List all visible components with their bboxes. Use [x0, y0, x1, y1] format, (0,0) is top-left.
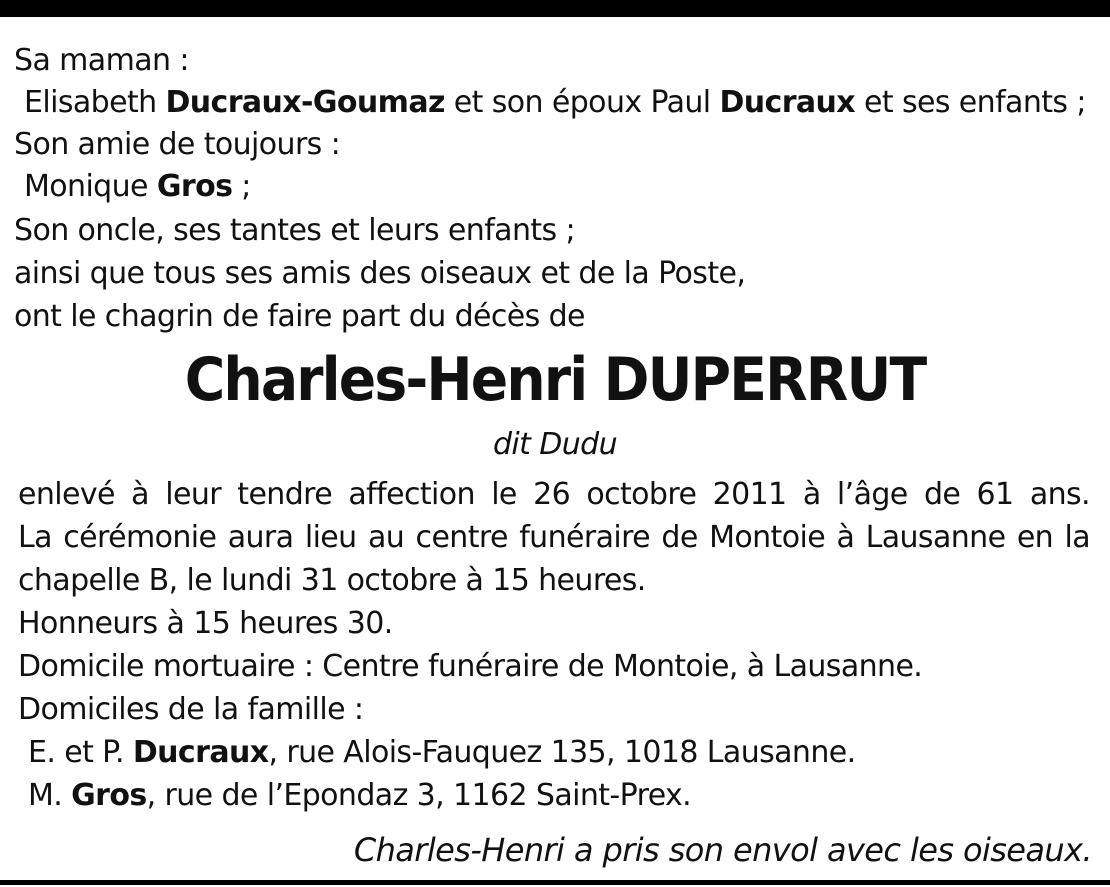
honours-line: Honneurs à 15 heures 30. [18, 606, 393, 641]
details-line-2: La cérémonie aura lieu au centre funéraire de Montoie à Lausanne en la [18, 520, 1090, 555]
mother-surname: Ducraux-Goumaz [165, 85, 445, 120]
friend-line [24, 166, 251, 208]
relatives-line: Son oncle, ses tantes et leurs enfants ; [14, 213, 576, 248]
address-1-prefix: E. et P. [28, 735, 133, 770]
announcement-line: ont le chagrin de faire part du décès de [14, 299, 585, 334]
address-line-1 [28, 732, 856, 774]
top-rule [0, 0, 1110, 17]
bottom-rule [0, 880, 1110, 885]
mother-heading: Sa maman : [14, 43, 189, 78]
friend-surname: Gros [156, 169, 233, 204]
mother-line-middle: et son époux Paul [444, 85, 720, 120]
friend-heading: Son amie de toujours : [14, 127, 341, 162]
address-1-surname: Ducraux [132, 735, 269, 770]
address-line-2 [28, 775, 691, 817]
friend-first-name: Monique [24, 169, 157, 204]
address-1-rest: , rue Alois-Fauquez 135, 1018 Lausanne. [268, 735, 856, 770]
friends-line: ainsi que tous ses amis des oiseaux et de la Poste, [14, 256, 746, 291]
address-2-rest: , rue de l’Epondaz 3, 1162 Saint-Prex. [146, 778, 692, 813]
family-homes-heading: Domiciles de la famille : [18, 692, 364, 727]
mother-first-name: Elisabeth [24, 85, 166, 120]
address-2-surname: Gros [71, 778, 147, 813]
details-line-3: chapelle B, le lundi 31 octobre à 15 heures. [18, 563, 646, 598]
closing-line: Charles-Henri a pris son envol avec les oiseaux. [353, 831, 1092, 869]
deceased-name: Charles-Henri DUPERRUT [184, 345, 926, 415]
friend-line-end: ; [232, 169, 251, 204]
nickname: dit Dudu [492, 427, 618, 462]
mother-line-end: et ses enfants ; [855, 85, 1086, 120]
address-2-prefix: M. [28, 778, 72, 813]
details-line-1: enlevé à leur tendre affection le 26 octobre 2011 à l’âge de 61 ans. [18, 477, 1090, 512]
stepfather-surname: Ducraux [719, 85, 856, 120]
mother-line [24, 82, 1086, 124]
mortuary-line: Domicile mortuaire : Centre funéraire de Montoie, à Lausanne. [18, 649, 923, 684]
